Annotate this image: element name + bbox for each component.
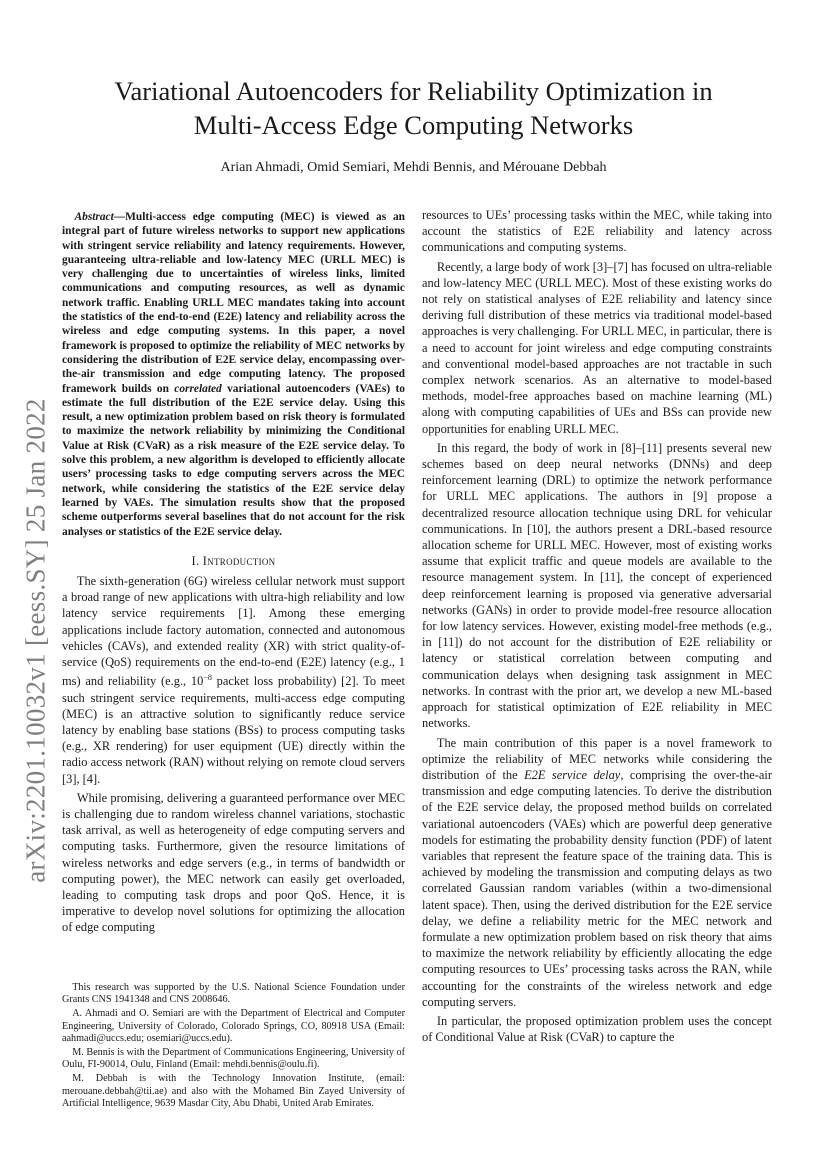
abstract-emphasis: correlated	[174, 382, 222, 395]
paper-title	[60, 74, 767, 142]
abstract-label: Abstract	[74, 211, 114, 223]
title-line-1: Variational Autoencoders for Reliability Optimization in	[114, 76, 713, 106]
footnote-affiliation-1: A. Ahmadi and O. Semiari are with the Department of Electrical and Computer Engineering, University of Colorado, Colorado Springs, CO, 80918 USA (Email: aahmadi@uccs.edu; osemiari@uccs.edu).	[62, 1008, 405, 1044]
right-p3-emphasis: E2E service delay	[524, 767, 621, 782]
right-p3-text-a: The main contribution of this paper is a novel framework to optimize the reliability of MEC networks while considering the distribution of the	[422, 735, 772, 782]
abstract-text-1: —Multi-access edge computing (MEC) is viewed as an integral part of future wireless networks to support new applications with stringent service reliability and latency requirements. However, guaranteeing ultra-reliable and low-latency MEC (URLL MEC) is very challenging due to uncertainties of wireless links, limited communications and computing resources, as well as dynamic network traffic. Enabling URLL MEC mandates taking into account the statistics of the end-to-end (E2E) latency and reliability across the wireless and edge computing systems. In this paper, a novel framework is proposed to optimize the reliability of MEC networks by considering the distribution of E2E service delay, encompassing over-the-air transmission and edge computing latency. The proposed framework builds on	[62, 211, 405, 395]
intro-p1-exponent: −8	[203, 673, 212, 683]
section-heading-introduction	[62, 553, 405, 569]
right-p3-text-b: , comprising the over-the-air transmission and edge computing latencies. To derive the distribution of the E2E service delay, the proposed method builds on correlated variational autoencoders (VAEs) which are powerful deep generative models for estimating the probability density function (PDF) of latent variables that represent the feature space of the training data. This is achieved by modeling the transmission and computing delays as two correlated Gaussian random variables (within a two-dimensional latent space). Then, using the derived distribution for the E2E service delay, we define a reliability metric for the MEC network and formulate a new optimization problem based on risk theory that aims to maximize the network reliability by efficiently allocating the edge computing resources to UEs’ processing tasks across the RAN, while accounting for the constraints of the wireless network and edge computing servers.	[422, 767, 772, 1009]
arxiv-stamp	[16, 340, 56, 940]
right-paragraph-3	[422, 735, 772, 1010]
right-column	[422, 207, 772, 1048]
title-line-2: Multi-Access Edge Computing Networks	[193, 110, 634, 140]
footnote-affiliation-3: M. Debbah is with the Technology Innovation Institute, (email: merouane.debbah@tii.ae) and also with the Mohamed Bin Zayed University of Artificial Intelligence, 9639 Masdar City, Abu Dhabi, United Arab Emirates.	[62, 1073, 405, 1109]
author-list: Arian Ahmadi, Omid Semiari, Mehdi Bennis, and Mérouane Debbah	[220, 160, 607, 175]
right-paragraph-1: Recently, a large body of work [3]–[7] has focused on ultra-reliable and low-latency MEC (URLL MEC). Most of these existing works do not rely on statistical analyses of E2E reliability and latency since deriving full distribution of these metrics via traditional model-based approaches is very challenging. For URLL MEC, in particular, there is a need to account for joint wireless and edge computing constraints and conventional model-based approaches are not tractable in such complex network scenarios. As an alternative to model-based methods, model-free approaches based on machine learning (ML) along with computing capabilities of UEs and BSs can provide new opportunities for enabling URLL MEC.	[422, 259, 772, 436]
footnote-funding: This research was supported by the U.S. National Science Foundation under Grants CNS 1941348 and CNS 2008646.	[62, 982, 405, 1006]
left-column	[62, 210, 405, 939]
right-paragraph-2: In this regard, the body of work in [8]–[11] presents several new schemes based on deep neural networks (DNNs) and deep reinforcement learning (DRL) to optimize the network performance for URLL MEC applications. The authors in [9] propose a decentralized resource allocation technique using DRL for vehicular communications. In [10], the authors present a DRL-based resource allocation scheme for URLL MEC. However, most of existing works assume that explicit traffic and queue models are available to the resource management system. In [11], the concept of experienced deep reinforcement learning is proposed via generative adversarial networks (GANs) in order to provide model-free resource allocation for low latency services. However, existing model-free methods (e.g., in [11]) do not account for the distribution of E2E reliability or latency or statistical correlation between computing and communication delays when designing task assignment in MEC networks. In contrast with the prior art, we develop a new ML-based approach for statistical optimization of E2E reliability in MEC networks.	[422, 440, 772, 731]
abstract-text-2: variational autoencoders (VAEs) to estimate the full distribution of the E2E service delay. Using this result, a new optimization problem based on risk theory is formulated to maximize the network reliability by minimizing the Conditional Value at Risk (CVaR) as a risk measure of the E2E service delay. To solve this problem, a new algorithm is developed to efficiently allocate users’ processing tasks to edge computing servers across the MEC network, while considering the statistics of the E2E service delay learned by VAEs. The simulation results show that the proposed scheme outperforms several baselines that do not account for the risk analyses or statistics of the E2E service delay.	[62, 382, 405, 538]
abstract	[62, 210, 405, 539]
footnotes	[62, 982, 405, 1112]
right-paragraph-0: resources to UEs’ processing tasks within the MEC, while taking into account the statistics of E2E reliability and latency across communications and computing systems.	[422, 208, 772, 255]
intro-paragraph-2: While promising, delivering a guaranteed performance over MEC is challenging due to random wireless channel variations, stochastic task arrival, as well as heterogeneity of edge computing servers and computing tasks. Furthermore, given the resource limitations of wireless networks and edge servers (e.g., in terms of bandwidth or computing power), the MEC network can easily get overloaded, leading to computing task drops and poor QoS. Hence, it is imperative to develop novel solutions for optimizing the allocation of edge computing	[62, 790, 405, 935]
intro-p1-text-b: packet loss probability) [2]. To meet such stringent service requirements, multi-access edge computing (MEC) is an attractive solution to significantly reduce service latency by enabling base stations (BSs) to process computing tasks (e.g., XR rendering) for user equipment (UE) directly within the radio access network (RAN) without relying on remote cloud servers [3], [4].	[62, 674, 406, 786]
section-numeral: I.	[191, 553, 203, 568]
right-paragraph-4: In particular, the proposed optimization problem uses the concept of Conditional Value at Risk (CVaR) to capture the	[422, 1013, 772, 1045]
intro-p1-text-a: The sixth-generation (6G) wireless cellular network must support a broad range of new applications with ultra-high reliability and low latency service requirements [1]. Among these emerging applications include factory automation, connected and autonomous vehicles (CAVs), and extended reality (XR) with strict quality-of-service (QoS) requirements on the end-to-end (E2E) latency (e.g., 1 ms) and reliability (e.g., 10	[62, 574, 405, 689]
intro-paragraph-1	[62, 573, 405, 787]
arxiv-identifier: arXiv:2201.10032v1 [eess.SY] 25 Jan 2022	[20, 397, 51, 883]
footnote-affiliation-2: M. Bennis is with the Department of Communications Engineering, University of Oulu, FI-90014, Oulu, Finland (Email: mehdi.bennis@oulu.fi).	[62, 1047, 405, 1071]
section-name: Introduction	[202, 553, 276, 568]
